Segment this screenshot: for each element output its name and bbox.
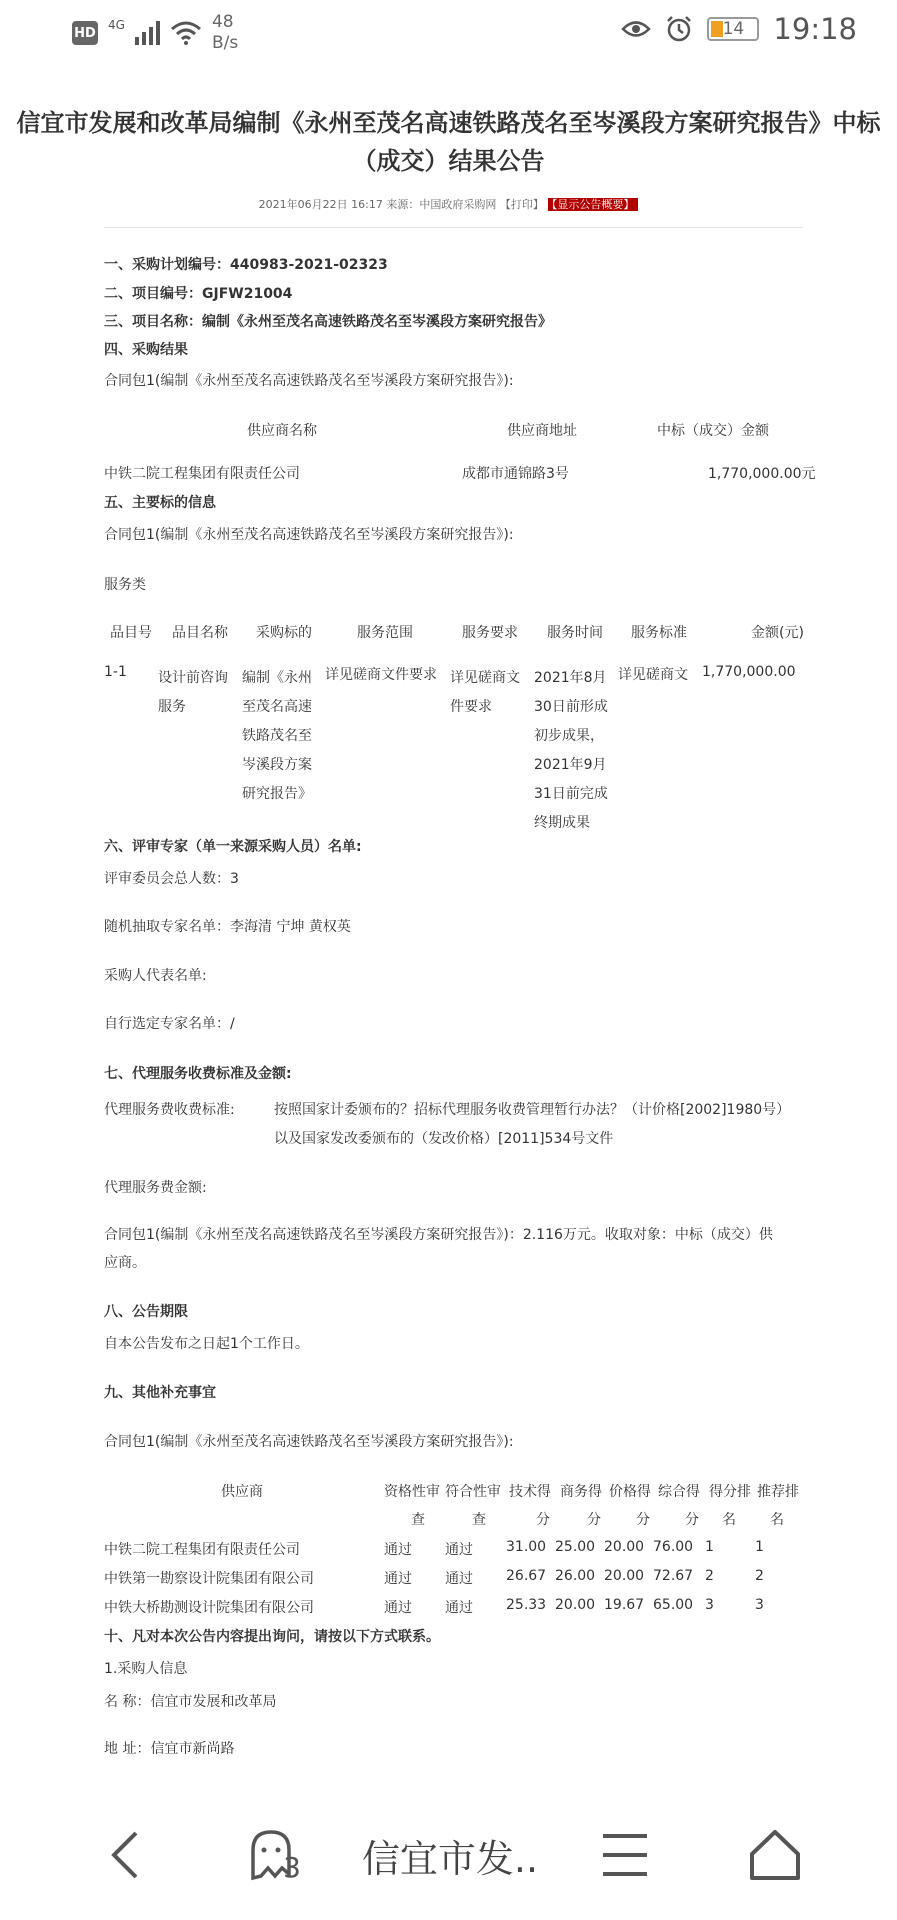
fee-standard-text: 按照国家计委颁布的？招标代理服务收费管理暂行办法？（计价格[2002]1980号）	[274, 1102, 791, 1118]
table-cell: 中铁二院工程集团有限责任公司	[104, 1542, 300, 1558]
section-heading: 九、其他补充事宜	[104, 1385, 216, 1401]
table-cell: 20.00	[604, 1539, 645, 1555]
table-cell: 中铁第一勘察设计院集团有限公司	[104, 1571, 314, 1587]
table-cell: 25.00	[555, 1539, 596, 1555]
table-cell: 2	[705, 1568, 714, 1584]
fee-standard-text: 以及国家发改委颁布的（发改价格）[2011]534号文件	[274, 1131, 614, 1147]
status-left	[72, 12, 238, 54]
table-header: 商务得	[560, 1484, 602, 1500]
result-table	[104, 420, 816, 482]
table-header: 综合得	[658, 1484, 700, 1500]
section-heading: 二、项目编号：GJFW21004	[104, 286, 293, 302]
table-cell: 20.00	[555, 1597, 596, 1613]
table-cell: 2	[755, 1568, 764, 1584]
section-heading: 一、采购计划编号：440983-2021-02323	[104, 257, 388, 273]
table-cell: 详见磋商文 件要求	[450, 670, 520, 715]
table-cell: 通过	[445, 1600, 473, 1616]
divider	[104, 227, 803, 228]
fee-amount-label: 代理服务费金额:	[104, 1180, 207, 1196]
contact-address: 地 址：信宜市新尚路	[104, 1741, 235, 1757]
wifi-icon	[170, 20, 202, 46]
table-header: 服务要求	[462, 625, 518, 641]
network-speed: 48 B/s	[211, 12, 239, 53]
table-header: 品目名称	[172, 625, 228, 641]
table-header: 查	[472, 1512, 486, 1528]
table-cell: 通过	[384, 1571, 412, 1587]
committee-total: 评审委员会总人数：3	[104, 871, 239, 887]
random-experts: 随机抽取专家名单：李海清 宁坤 黄权英	[104, 919, 351, 935]
table-header: 供应商名称	[247, 423, 317, 439]
table-cell: 编制《永州 至茂名高速 铁路茂名至 岑溪段方案 研究报告》	[242, 670, 312, 802]
table-header: 技术得	[509, 1484, 551, 1500]
package-label: 合同包1(编制《永州至茂名高速铁路茂名至岑溪段方案研究报告》):	[104, 1434, 514, 1450]
table-header: 服务时间	[547, 625, 603, 641]
table-header: 供应商	[221, 1484, 263, 1500]
home-button[interactable]	[740, 1820, 810, 1890]
contact-heading: 1.采购人信息	[104, 1661, 188, 1677]
table-cell: 26.67	[506, 1568, 547, 1584]
table-header: 符合性审	[445, 1484, 501, 1500]
section-heading: 七、代理服务收费标准及金额:	[104, 1066, 292, 1082]
table-header: 品目号	[110, 625, 152, 641]
table-cell: 1,770,000.00元	[708, 466, 816, 482]
score-table	[104, 1481, 804, 1631]
table-header: 得分排	[709, 1484, 751, 1500]
signal-icon	[135, 21, 160, 45]
table-cell: 76.00	[653, 1539, 694, 1555]
table-cell: 通过	[445, 1542, 473, 1558]
table-header: 中标（成交）金额	[657, 423, 769, 439]
table-header: 供应商地址	[507, 423, 577, 439]
battery-icon: 14	[707, 17, 759, 41]
fee-package-text: 合同包1(编制《永州至茂名高速铁路茂名至岑溪段方案研究报告》)：2.116万元。收取对象：中标（成交）供	[104, 1227, 773, 1243]
table-header: 采购标的	[256, 625, 312, 641]
table-cell: 20.00	[604, 1568, 645, 1584]
page-title: 信宜市发展和改革局编制《永州至茂名高速铁路茂名至岑溪段方案研究报告》中标 （成交）结果公告	[16, 109, 881, 175]
table-header: 名	[770, 1512, 784, 1528]
menu-button[interactable]	[590, 1820, 660, 1890]
home-icon	[748, 1828, 802, 1882]
table-header: 查	[411, 1512, 425, 1528]
table-header: 价格得	[609, 1484, 651, 1500]
item-table	[104, 622, 804, 831]
alarm-icon	[665, 15, 693, 43]
table-cell: 72.67	[653, 1568, 694, 1584]
table-header: 资格性审	[384, 1484, 440, 1500]
table-cell: 中铁大桥勘测设计院集团有限公司	[104, 1600, 314, 1616]
bottom-nav	[0, 1790, 897, 1920]
contact-name: 名 称：信宜市发展和改革局	[104, 1694, 277, 1710]
status-bar	[0, 0, 897, 64]
self-selected-experts: 自行选定专家名单：/	[104, 1016, 235, 1032]
table-cell: 19.67	[604, 1597, 645, 1613]
table-header: 服务范围	[357, 625, 413, 641]
service-type: 服务类	[104, 577, 146, 593]
back-button[interactable]	[90, 1820, 160, 1890]
table-header: 分	[685, 1512, 699, 1528]
section-heading: 四、采购结果	[104, 342, 188, 358]
table-header: 名	[722, 1512, 736, 1528]
section-heading: 十、凡对本次公告内容提出询问，请按以下方式联系。	[104, 1629, 440, 1645]
section-heading: 八、公告期限	[104, 1304, 188, 1320]
table-cell: 1-1	[104, 664, 127, 680]
announcement-period: 自本公告发布之日起1个工作日。	[104, 1336, 309, 1352]
table-cell: 成都市通锦路3号	[462, 466, 569, 482]
table-cell: 3	[755, 1597, 764, 1613]
table-cell: 设计前咨询 服务	[158, 670, 228, 715]
network-type: 4G	[108, 18, 125, 32]
status-right	[621, 12, 857, 46]
purchaser-rep: 采购人代表名单:	[104, 968, 207, 984]
page-title-tab[interactable]: 信宜市发..	[361, 1836, 539, 1881]
table-header: 分	[636, 1512, 650, 1528]
table-cell: 25.33	[506, 1597, 547, 1613]
table-cell: 2021年8月 30日前形成 初步成果， 2021年9月 31日前完成 终期成果	[534, 670, 608, 831]
tab-count: 3	[283, 1850, 301, 1884]
table-header: 服务标准	[631, 625, 687, 641]
table-cell: 1	[755, 1539, 764, 1555]
table-cell: 通过	[384, 1542, 412, 1558]
tabs-button[interactable]	[240, 1820, 310, 1890]
hd-icon: HD	[72, 21, 98, 45]
fee-standard-label: 代理服务费收费标准:	[104, 1102, 235, 1118]
table-cell: 26.00	[555, 1568, 596, 1584]
table-cell: 通过	[445, 1571, 473, 1587]
table-cell: 1,770,000.00	[702, 664, 796, 680]
clock: 19:18	[773, 12, 857, 46]
table-cell: 65.00	[653, 1597, 694, 1613]
show-summary-link[interactable]: 【显示公告概要】	[548, 198, 639, 211]
eye-icon	[621, 18, 651, 40]
table-cell: 3	[705, 1597, 714, 1613]
table-cell: 1	[705, 1539, 714, 1555]
table-cell: 详见磋商文件要求	[325, 667, 437, 683]
menu-icon	[601, 1832, 649, 1878]
package-label: 合同包1(编制《永州至茂名高速铁路茂名至岑溪段方案研究报告》):	[104, 373, 514, 389]
section-heading: 五、主要标的信息	[104, 495, 216, 511]
fee-package-text: 应商。	[104, 1255, 146, 1271]
section-heading: 三、项目名称：编制《永州至茂名高速铁路茂名至岑溪段方案研究报告》	[104, 314, 552, 330]
back-arrow-icon	[108, 1829, 142, 1881]
table-cell: 通过	[384, 1600, 412, 1616]
section-heading: 六、评审专家（单一来源采购人员）名单:	[104, 839, 362, 855]
table-cell: 中铁二院工程集团有限责任公司	[104, 466, 300, 482]
table-header: 金额(元)	[751, 625, 804, 641]
table-cell: 详见磋商文	[618, 667, 688, 683]
table-header: 分	[536, 1512, 550, 1528]
article-meta: 2021年06月22日 16:17 来源：中国政府采购网 【打印】 【显示公告概要】	[0, 196, 897, 212]
table-header: 分	[587, 1512, 601, 1528]
table-header: 推荐排	[757, 1484, 799, 1500]
table-cell: 31.00	[506, 1539, 547, 1555]
package-label: 合同包1(编制《永州至茂名高速铁路茂名至岑溪段方案研究报告》):	[104, 527, 514, 543]
